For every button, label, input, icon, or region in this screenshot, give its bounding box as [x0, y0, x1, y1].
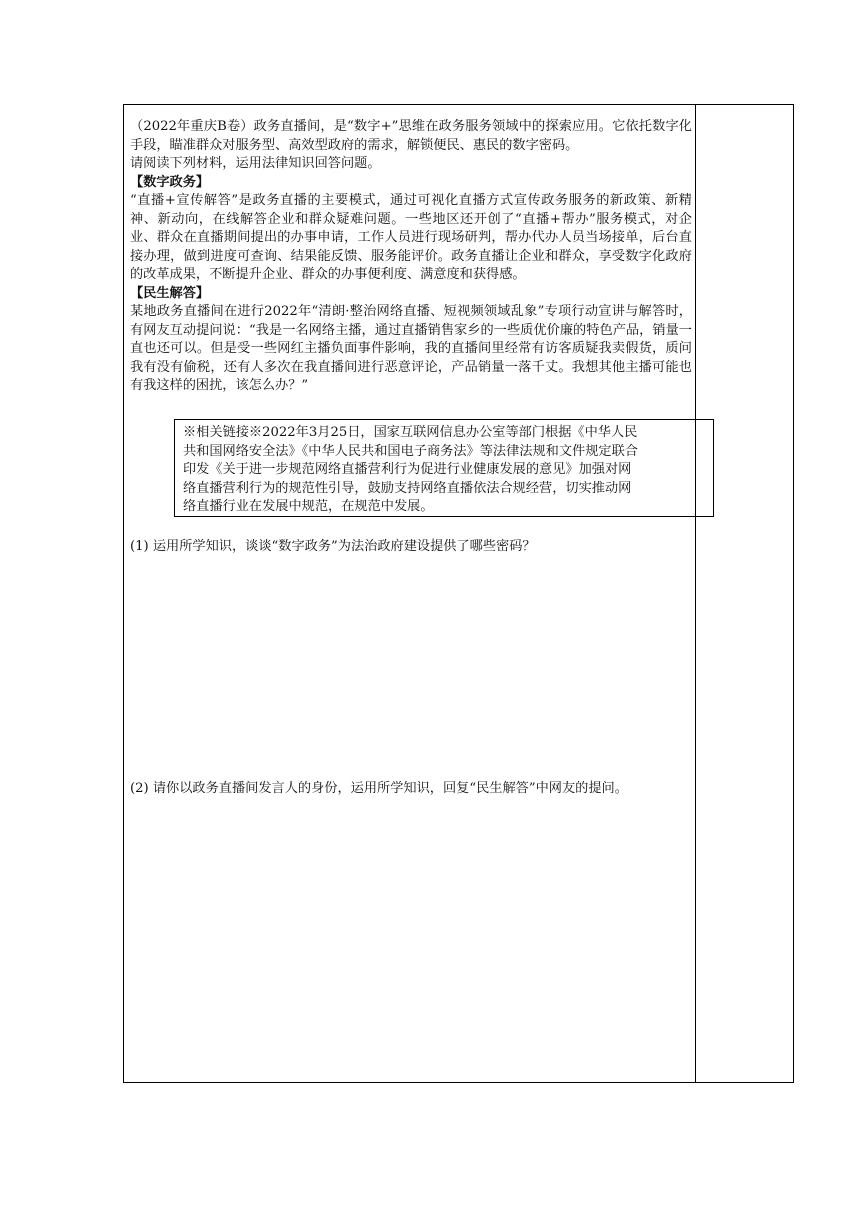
- material-intro: （2022年重庆B卷）政务直播间，是“数字+”思维在政务服务领域中的探索应用。它依托数字化手段，瞄准群众对服务型、高效型政府的需求，解锁便民、惠民的数字密码。: [130, 119, 692, 153]
- table-column-divider-overlay: [695, 419, 696, 517]
- related-link-text: [183, 424, 714, 517]
- table-column-divider: [695, 104, 696, 1083]
- section-digital-government-text: “直播+宣传解答”是政务直播的主要模式，通过可视化直播方式宣传政务服务的新政策、新精神、新动向，在线解答企业和群众疑难问题。一些地区还开创了“直播+帮办”服务模式，对企业、群众在直播期间提出的办事申请，工作人员进行现场研判，帮办代办人员当场接单，后台直接办理，做到进度可查询、结果能反馈、服务能评价。政务直播让企业和群众，享受数字化政府的改革成果，不断提升企业、群众的办事便利度、满意度和获得感。: [130, 193, 692, 282]
- question-1: (1) 运用所学知识，谈谈“数字政务”为法治政府建设提供了哪些密码？: [130, 539, 536, 554]
- related-link-box: [174, 419, 714, 517]
- related-link-line: ※相关链接※2022年3月25日，国家互联网信息办公室等部门根据《中华人民: [183, 425, 638, 440]
- related-link-line: 印发《关于进一步规范网络直播营利行为促进行业健康发展的意见》加强对网: [183, 462, 632, 477]
- related-link-line: 络直播营利行为的规范性引导，鼓励支持网络直播依法合规经营，切实推动网: [183, 480, 632, 496]
- related-link-line: 络直播行业在发展中规范，在规范中发展。: [183, 499, 434, 514]
- section-livelihood-text: 某地政务直播间在进行2022年“清朗·整治网络直播、短视频领域乱象”专项行动宣讲与解答时，有网友互动提问说：“我是一名网络主播，通过直播销售家乡的一些质优价廉的特色产品，销量一直也还可以。但是受一些网红主播负面事件影响，我的直播间里经常有访客质疑我卖假货，质问我有没有偷税，还有人多次在我直播间进行恶意评论，产品销量一落千丈。我想其他主播可能也有我这样的困扰，该怎么办？”: [130, 304, 692, 393]
- section-digital-government-title: 【数字政务】: [130, 174, 210, 190]
- section-livelihood-title: 【民生解答】: [130, 285, 210, 301]
- question-2: (2) 请你以政务直播间发言人的身份，运用所学知识，回复“民生解答”中网友的提问。: [130, 781, 628, 796]
- material-instruction: 请阅读下列材料，运用法律知识回答问题。: [130, 156, 381, 171]
- material-cell: [130, 118, 692, 1078]
- related-link-line: 共和国网络安全法》《中华人民共和国电子商务法》等法律法规和文件规定联合: [183, 443, 638, 459]
